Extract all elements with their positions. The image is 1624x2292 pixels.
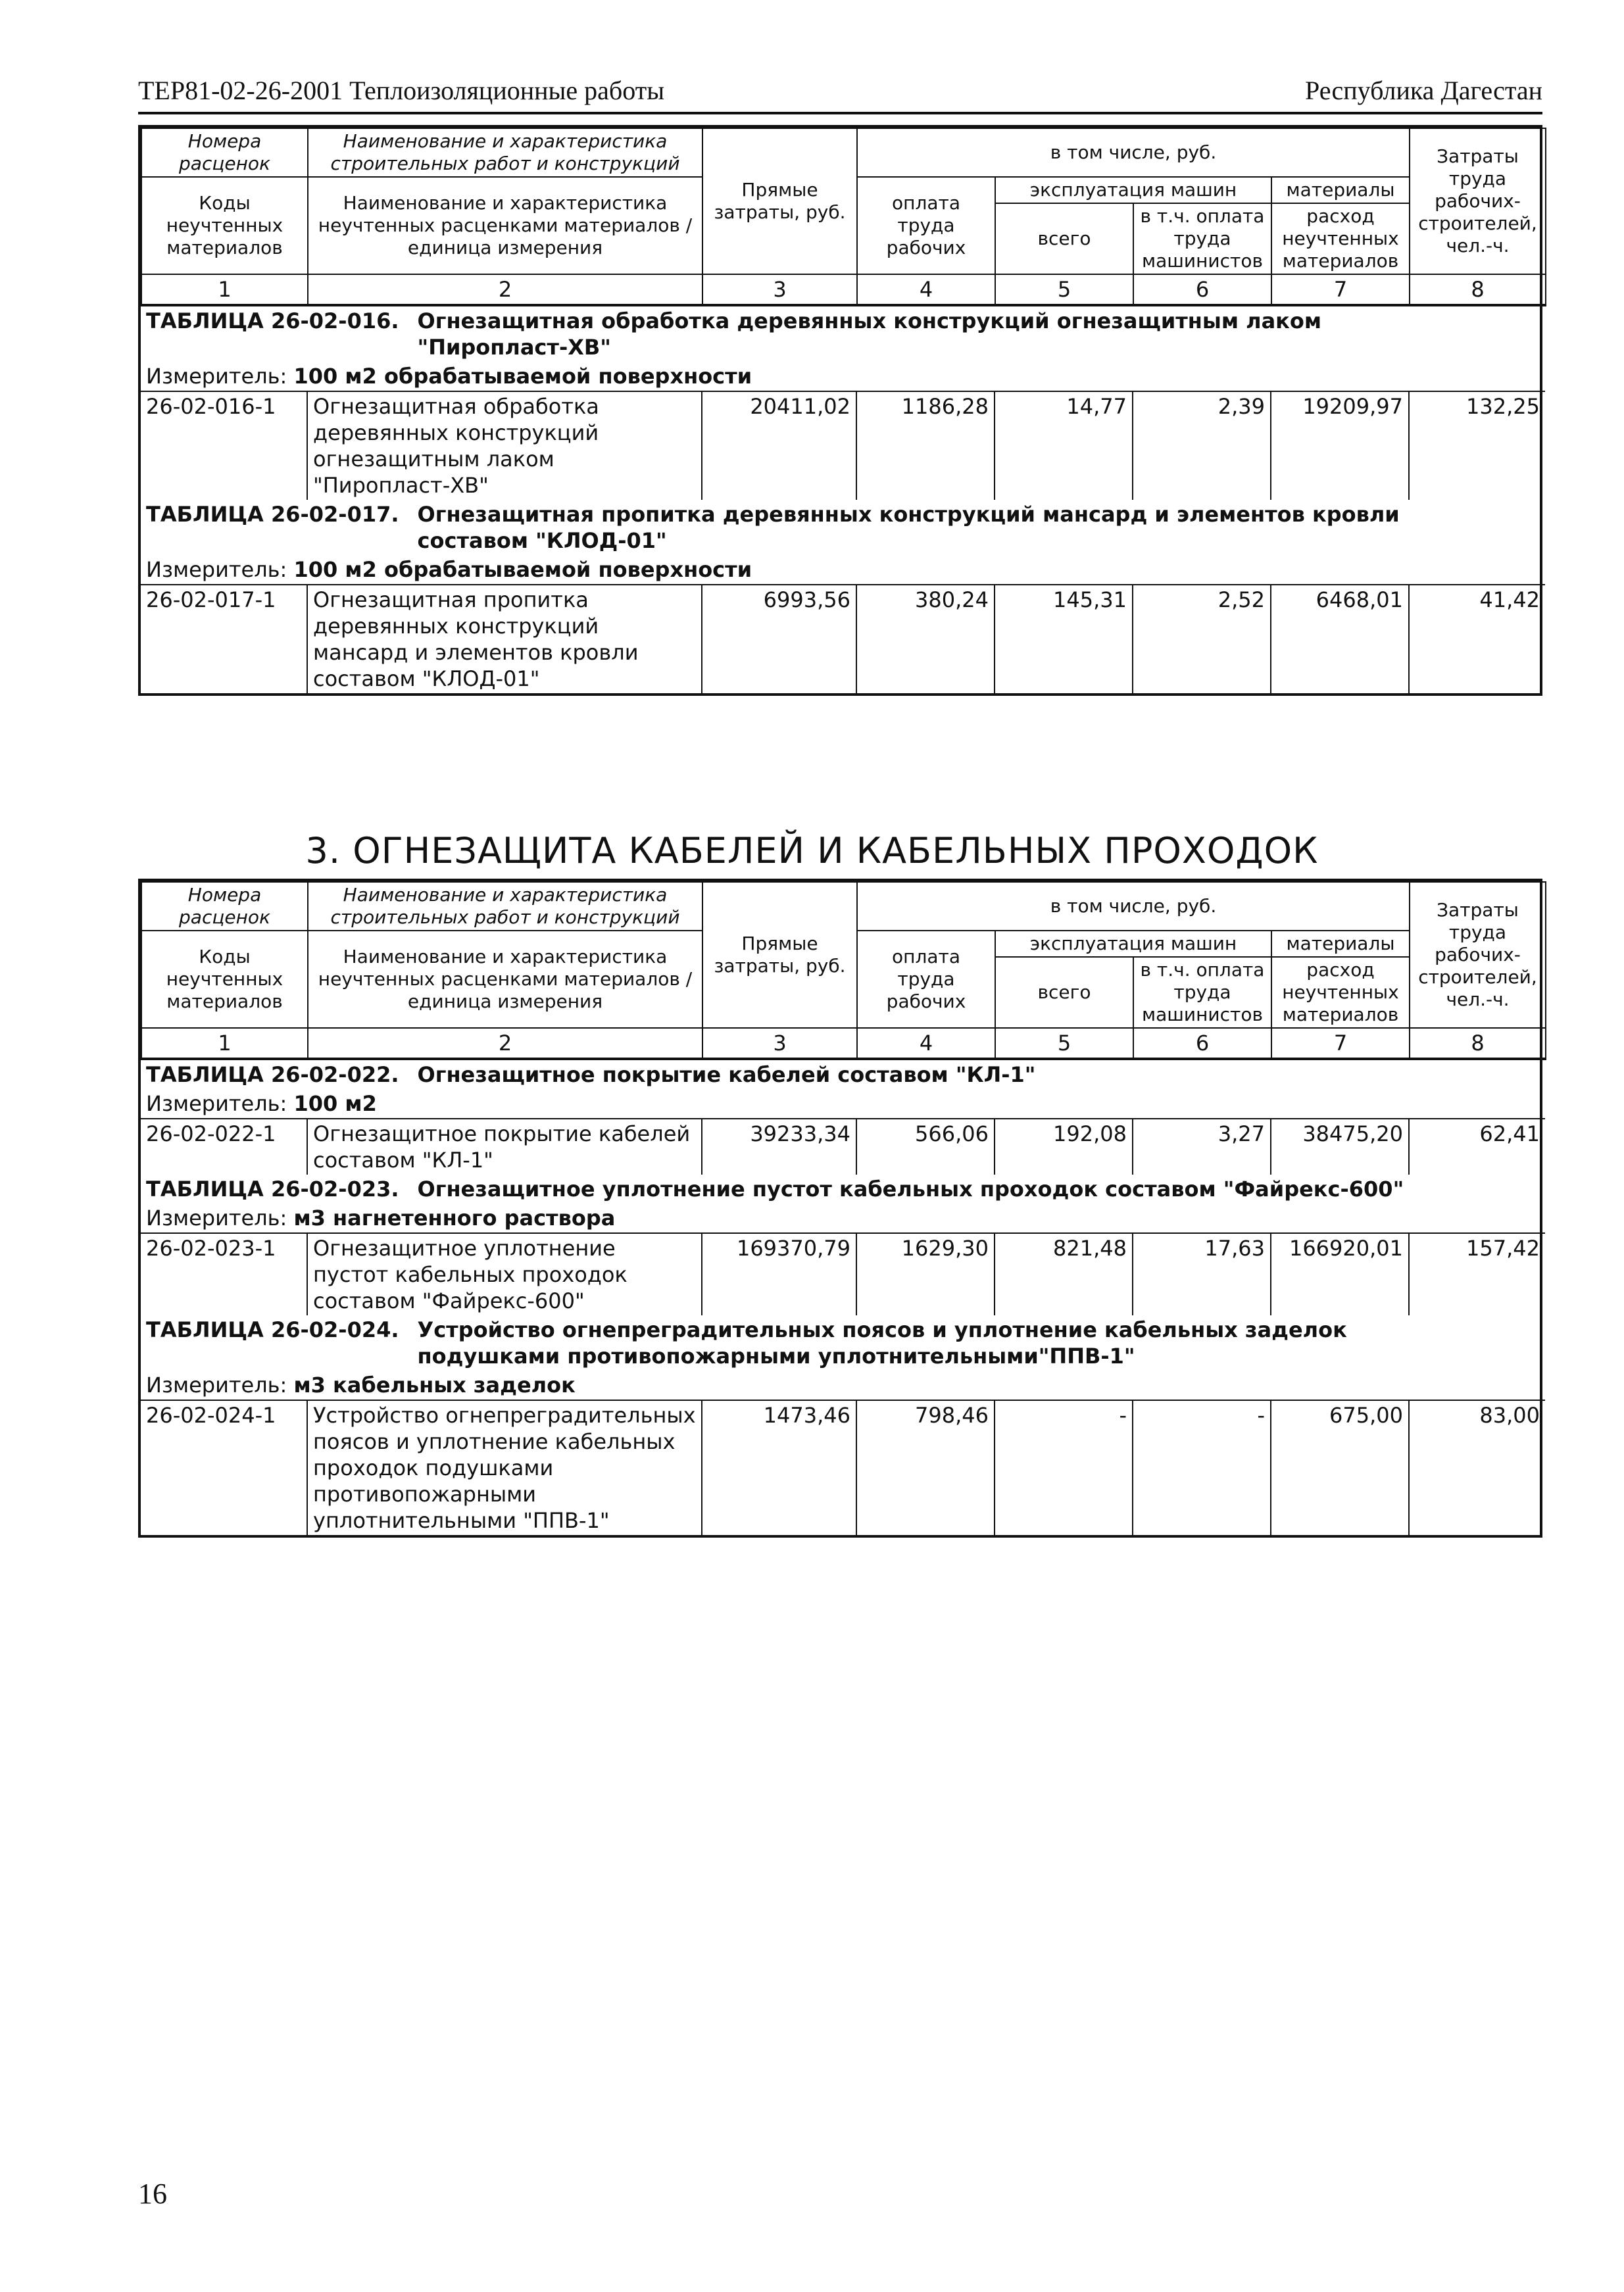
rates-block-1 [138,125,1542,696]
col-number: 2 [308,1028,702,1059]
rate-code: 26-02-017-1 [141,585,307,693]
table-name: Огнезащитное покрытие кабелей составом "КЛ-1" [417,1062,1036,1087]
machines-total: 145,31 [995,585,1133,693]
machinists-pay: 3,27 [1133,1119,1271,1175]
rate-code: 26-02-023-1 [141,1233,307,1315]
labor-hours: 157,42 [1409,1233,1545,1315]
document-title: ТЕР81-02-26-2001 Теплоизоляционные работы [138,76,665,105]
table-code: ТАБЛИЦА 26-02-022. [146,1062,399,1087]
materials-cost: 675,00 [1271,1400,1409,1535]
direct-costs: 20411,02 [702,391,856,500]
col-materials-usage-header: расход неучтенных материалов [1271,203,1410,274]
labor-pay: 380,24 [856,585,995,693]
machines-total: 192,08 [995,1119,1133,1175]
table-title [141,1175,1545,1204]
labor-hours: 41,42 [1409,585,1545,693]
table-row [141,585,1545,693]
measure-value: 100 м2 обрабатываемой поверхности [293,364,752,389]
table-code: ТАБЛИЦА 26-02-024. [146,1317,399,1342]
rate-code: 26-02-024-1 [141,1400,307,1535]
rates-block-2 [138,879,1542,1538]
running-header [138,71,1542,114]
col-direct-costs-header: Прямые затраты, руб. [702,128,857,274]
rate-name: Огнезащитное уплотнение пустот кабельных проходок составом "Файрекс-600" [307,1233,702,1315]
col-rate-number-header: Номера расценок [141,882,308,931]
rate-name: Огнезащитное покрытие кабелей составом "КЛ-1" [307,1119,702,1175]
col-group-header: в том числе, руб. [857,882,1410,931]
labor-pay: 566,06 [856,1119,995,1175]
col-number: 8 [1410,1028,1546,1059]
machines-total: 821,48 [995,1233,1133,1315]
labor-hours: 132,25 [1409,391,1545,500]
table-code: ТАБЛИЦА 26-02-017. [146,502,399,527]
col-machinists-pay-header: в т.ч. оплата труда машинистов [1133,957,1271,1028]
measure-value: м3 кабельных заделок [293,1373,576,1398]
machinists-pay: 2,39 [1133,391,1271,500]
labor-hours: 83,00 [1409,1400,1545,1535]
measure-label: Измеритель: [146,1206,287,1231]
measure-label: Измеритель: [146,557,287,582]
table-code: ТАБЛИЦА 26-02-016. [146,308,399,333]
col-machinists-pay-header: в т.ч. оплата труда машинистов [1133,203,1271,274]
col-work-name-header: Наименование и характеристика строительных работ и конструкций [308,882,702,931]
machines-total: 14,77 [995,391,1133,500]
labor-hours: 62,41 [1409,1119,1545,1175]
col-number: 2 [308,274,702,305]
col-labor-hours-header: Затраты труда рабочих-строителей, чел.-ч. [1410,882,1546,1028]
col-work-name-header: Наименование и характеристика строительных работ и конструкций [308,128,702,177]
table-code: ТАБЛИЦА 26-02-023. [146,1177,399,1202]
table-title [141,306,1545,362]
col-labor-pay-header: оплата труда рабочих [857,177,995,274]
col-number: 3 [702,274,857,305]
rate-code: 26-02-016-1 [141,391,307,500]
rate-code: 26-02-022-1 [141,1119,307,1175]
measure-label: Измеритель: [146,1091,287,1116]
direct-costs: 6993,56 [702,585,856,693]
col-number: 6 [1133,274,1271,305]
col-machines-header: эксплуатация машин [995,177,1271,203]
measure-label: Измеритель: [146,1373,287,1398]
measure-label: Измеритель: [146,364,287,389]
measure-unit [141,1204,1545,1233]
materials-cost: 6468,01 [1271,585,1409,693]
labor-pay: 798,46 [856,1400,995,1535]
measure-unit [141,555,1545,585]
column-header [141,881,1546,1060]
col-group-header: в том числе, руб. [857,128,1410,177]
col-materials-header: материалы [1271,931,1410,957]
region-label: Республика Дагестан [1305,76,1542,105]
col-materials-usage-header: расход неучтенных материалов [1271,957,1410,1028]
table-name: Огнезащитная пропитка деревянных конструкций мансард и элементов кровли составом "КЛОД-01" [417,502,1400,553]
table-title [141,500,1545,555]
col-number: 7 [1271,1028,1410,1059]
rate-name: Огнезащитная пропитка деревянных конструкций мансард и элементов кровли составом "КЛОД-01" [307,585,702,693]
col-number: 6 [1133,1028,1271,1059]
direct-costs: 1473,46 [702,1400,856,1535]
table-name: Огнезащитная обработка деревянных конструкций огнезащитным лаком "Пиропласт-ХВ" [417,308,1322,360]
materials-cost: 19209,97 [1271,391,1409,500]
col-labor-pay-header: оплата труда рабочих [857,931,995,1028]
measure-unit [141,1371,1545,1400]
materials-cost: 166920,01 [1271,1233,1409,1315]
rate-name: Огнезащитная обработка деревянных конструкций огнезащитным лаком "Пиропласт-ХВ" [307,391,702,500]
column-header [141,128,1546,306]
col-number: 7 [1271,274,1410,305]
col-direct-costs-header: Прямые затраты, руб. [702,882,857,1028]
labor-pay: 1629,30 [856,1233,995,1315]
table-row [141,1119,1545,1175]
col-number: 5 [995,1028,1133,1059]
machines-total: - [995,1400,1133,1535]
col-materials-header: материалы [1271,177,1410,203]
col-material-name-header: Наименование и характеристика неучтенных расценками материалов / единица измерения [308,931,702,1028]
col-number: 5 [995,274,1133,305]
section-title: 3. ОГНЕЗАЩИТА КАБЕЛЕЙ И КАБЕЛЬНЫХ ПРОХОДОК [305,830,1319,871]
col-number: 3 [702,1028,857,1059]
col-material-name-header: Наименование и характеристика неучтенных расценками материалов / единица измерения [308,177,702,274]
table-name: Огнезащитное уплотнение пустот кабельных проходок составом "Файрекс-600" [417,1177,1404,1202]
col-labor-hours-header: Затраты труда рабочих-строителей, чел.-ч. [1410,128,1546,274]
col-number: 1 [141,274,308,305]
table-title [141,1060,1545,1089]
direct-costs: 169370,79 [702,1233,856,1315]
materials-cost: 38475,20 [1271,1119,1409,1175]
machinists-pay: 17,63 [1133,1233,1271,1315]
measure-unit [141,1089,1545,1119]
col-number: 4 [857,274,995,305]
measure-value: 100 м2 [293,1091,377,1116]
labor-pay: 1186,28 [856,391,995,500]
col-machines-header: эксплуатация машин [995,931,1271,957]
col-rate-number-header: Номера расценок [141,128,308,177]
col-number: 8 [1410,274,1546,305]
col-machines-total-header: всего [995,957,1133,1028]
measure-value: 100 м2 обрабатываемой поверхности [293,557,752,582]
machinists-pay: - [1133,1400,1271,1535]
page-number: 16 [138,2178,167,2210]
measure-unit [141,362,1545,391]
table-row [141,1233,1545,1315]
direct-costs: 39233,34 [702,1119,856,1175]
table-row [141,391,1545,500]
measure-value: м3 нагнетенного раствора [293,1206,616,1231]
table-name: Устройство огнепреградительных поясов и уплотнение кабельных заделок подушками противопожарными уплотнительными"ППВ-1" [417,1317,1347,1369]
rate-name: Устройство огнепреградительных поясов и уплотнение кабельных проходок подушками противопожарными уплотнительными "ППВ-1" [307,1400,702,1535]
table-row [141,1400,1545,1535]
machinists-pay: 2,52 [1133,585,1271,693]
col-material-codes-header: Коды неучтенных материалов [141,931,308,1028]
col-machines-total-header: всего [995,203,1133,274]
col-number: 1 [141,1028,308,1059]
col-number: 4 [857,1028,995,1059]
table-title [141,1315,1545,1371]
col-material-codes-header: Коды неучтенных материалов [141,177,308,274]
